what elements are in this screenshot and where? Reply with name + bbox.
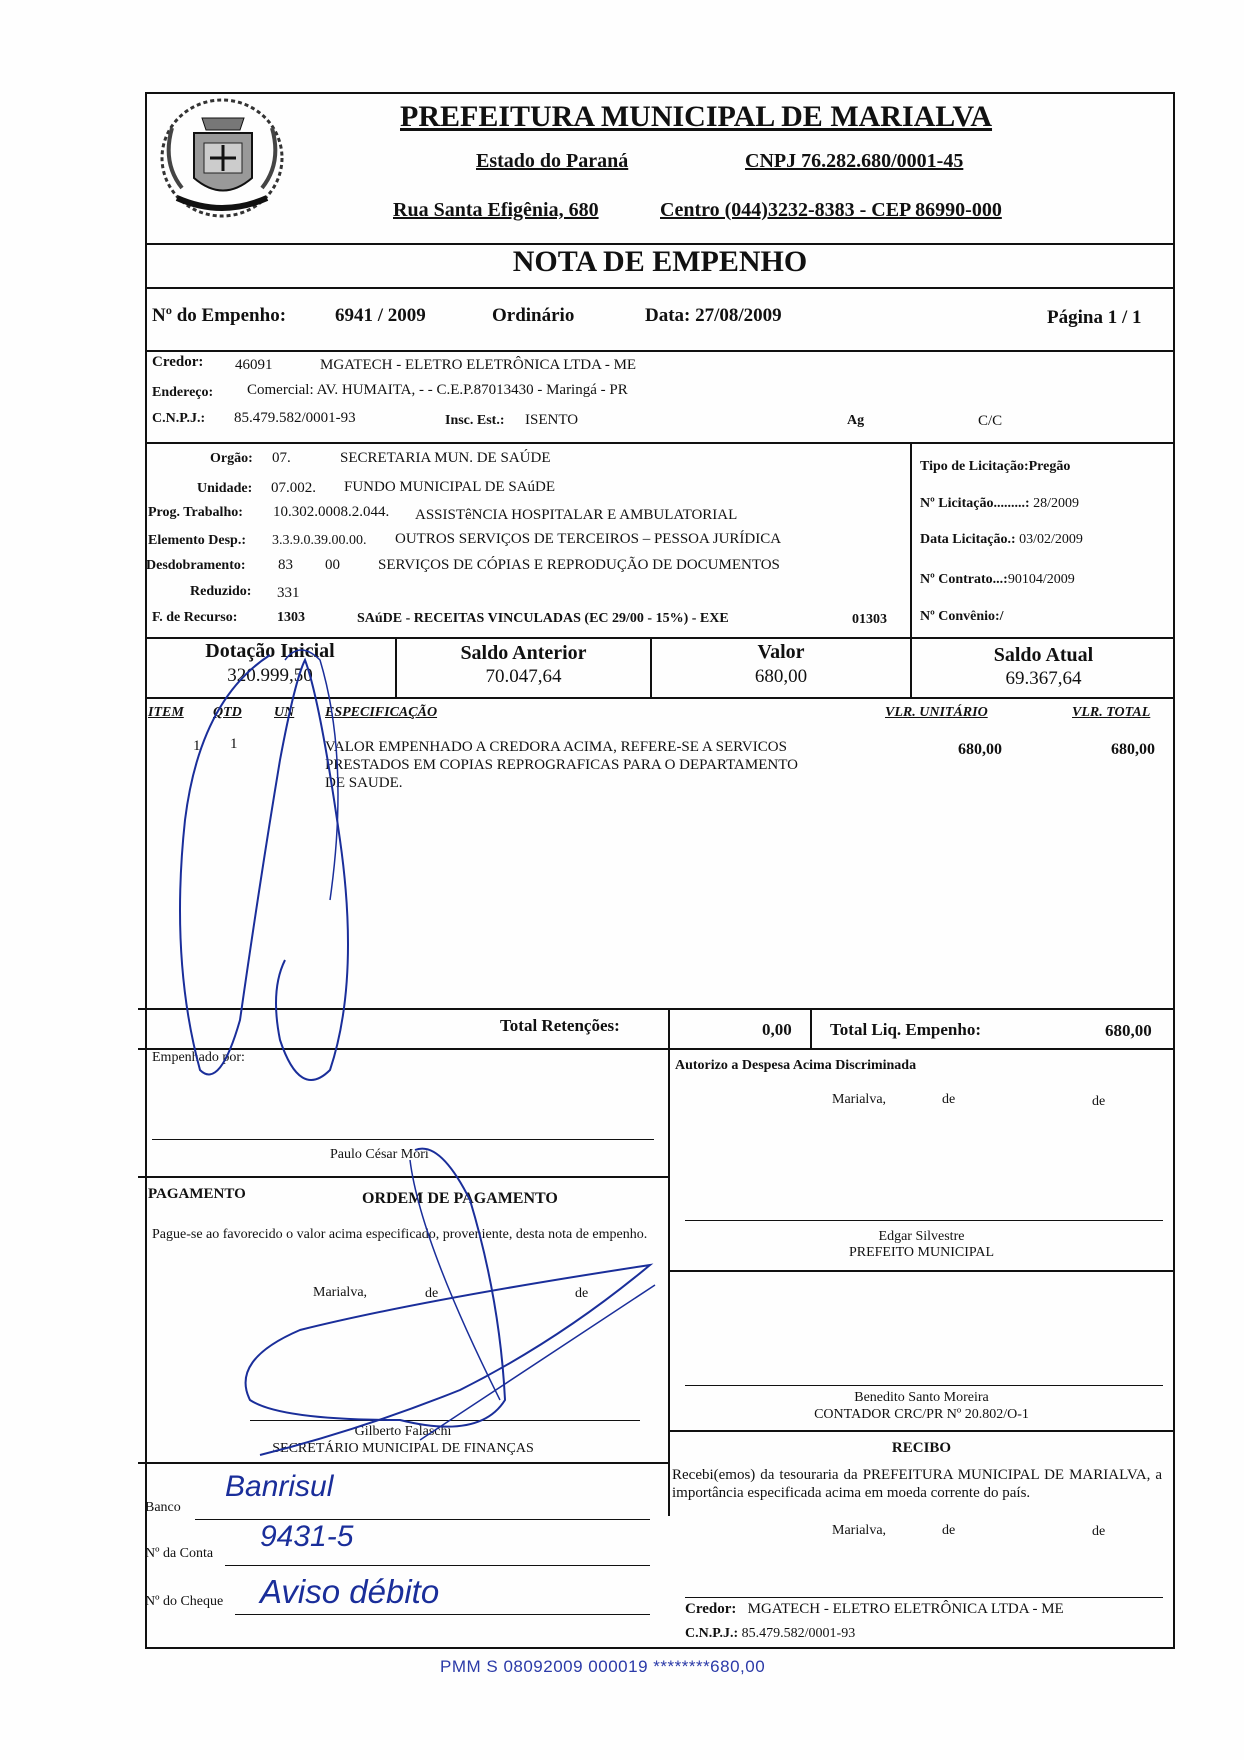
prog-label: Prog. Trabalho:: [148, 505, 243, 520]
autorizo-de-1: de: [942, 1092, 956, 1107]
pagamento-text: Pague-se ao favorecido o valor acima especificado, proveniente, desta nota de empenho.: [152, 1227, 648, 1242]
prefeito-name: Edgar Silvestre: [878, 1229, 965, 1244]
recibo-cnpj-row: C.N.P.J.: 85.479.582/0001-93: [685, 1626, 856, 1641]
saldo-atual-label: Saldo Atual: [993, 644, 1094, 666]
autorizo-text: Autorizo a Despesa Acima Discriminada: [675, 1058, 917, 1073]
col-item: ITEM: [148, 705, 184, 720]
recibo-text: Recebi(emos) da tesouraria da PREFEITURA MUNICIPAL DE MARIALVA, a importância especificada acima em moeda corrente do país.: [672, 1467, 1162, 1501]
conta-handwritten: 9431-5: [260, 1520, 354, 1553]
cc-label: C/C: [978, 413, 1003, 429]
orgao-name: SECRETARIA MUN. DE SAÚDE: [340, 450, 551, 466]
prog-code: 10.302.0008.2.044.: [273, 504, 390, 520]
valor-label: Valor: [757, 641, 805, 663]
saldo-anterior-label: Saldo Anterior: [460, 642, 587, 664]
empenho-date: Data: 27/08/2009: [645, 305, 782, 326]
header-address: Rua Santa Efigênia, 680: [393, 199, 599, 221]
credor-cnpj: 85.479.582/0001-93: [234, 410, 356, 426]
pagamento-city: Marialva,: [313, 1285, 368, 1300]
header-title: PREFEITURA MUNICIPAL DE MARIALVA: [400, 100, 993, 133]
header-district-phone: Centro (044)3232-8383 - CEP 86990-000: [660, 199, 1002, 221]
endereco-label: Endereço:: [152, 385, 214, 400]
recibo-city: Marialva,: [832, 1523, 887, 1538]
recibo-credor-row: Credor: MGATECH - ELETRO ELETRÔNICA LTDA - ME: [685, 1601, 1064, 1617]
credor-code: 46091: [235, 357, 273, 373]
convenio-label: Nº Convênio:/: [920, 609, 1004, 624]
contador-title: CONTADOR CRC/PR Nº 20.802/O-1: [814, 1407, 1029, 1422]
document-title: NOTA DE EMPENHO: [512, 245, 808, 278]
credor-address: Comercial: AV. HUMAITA, - - C.E.P.87013430 - Maringá - PR: [247, 382, 628, 398]
col-vlr-total: VLR. TOTAL: [1072, 705, 1151, 720]
recibo-de-2: de: [1092, 1524, 1106, 1539]
credor-cnpj-label: C.N.P.J.:: [152, 411, 206, 426]
desdobramento-label: Desdobramento:: [146, 558, 246, 573]
banco-label: Banco: [145, 1500, 181, 1515]
header-state: Estado do Paraná: [476, 150, 629, 172]
col-vlr-unitario: VLR. UNITÁRIO: [885, 705, 988, 720]
desdobramento-code: 83: [278, 557, 293, 573]
desdobramento-name: SERVIÇOS DE CÓPIAS E REPRODUÇÃO DE DOCUMENTOS: [378, 557, 780, 573]
cheque-label: Nº do Cheque: [145, 1594, 224, 1609]
liquido-value: 680,00: [1105, 1021, 1152, 1040]
empenho-number-label: Nº do Empenho:: [152, 305, 287, 326]
reduzido-value: 331: [277, 585, 300, 601]
unidade-code: 07.002.: [271, 480, 316, 496]
desdobramento-sub: 00: [325, 557, 340, 573]
retencoes-value: 0,00: [762, 1020, 792, 1039]
pagamento-de-1: de: [425, 1286, 439, 1301]
liquido-label: Total Liq. Empenho:: [830, 1020, 981, 1039]
col-qtd: QTD: [213, 705, 242, 720]
unidade-label: Unidade:: [197, 481, 253, 496]
item-especificacao: VALOR EMPENHADO A CREDORA ACIMA, REFERE-SE A SERVICOS PRESTADOS EM COPIAS REPROGRAFICAS PARA O DEPARTAMENTO DE SAUDE.: [325, 739, 798, 791]
secretario-title: SECRETÁRIO MUNICIPAL DE FINANÇAS: [272, 1441, 534, 1456]
saldo-atual-value: 69.367,64: [1005, 668, 1082, 689]
autorizo-de-2: de: [1092, 1094, 1106, 1109]
recurso-number: 01303: [852, 612, 887, 627]
insc-value: ISENTO: [525, 412, 579, 428]
contador-name: Benedito Santo Moreira: [854, 1390, 989, 1405]
payment-stamp: PMM S 08092009 000019 ********680,00: [440, 1657, 766, 1676]
recurso-name: SAúDE - RECEITAS VINCULADAS (EC 29/00 - 15%) - EXE: [357, 611, 729, 626]
orgao-label: Orgão:: [210, 451, 253, 466]
licitacao-number-row: Nº Licitação.........: 28/2009: [920, 496, 1079, 511]
conta-label: Nº da Conta: [145, 1546, 214, 1561]
prog-name: ASSISTêNCIA HOSPITALAR E AMBULATORIAL: [415, 507, 738, 523]
licitacao-type: Tipo de Licitação:Pregão: [920, 459, 1071, 474]
secretario-name: Gilberto Falaschi: [354, 1424, 452, 1439]
item-vlr-total: 680,00: [1111, 741, 1155, 758]
credor-label: Credor:: [152, 354, 204, 370]
saldo-anterior-value: 70.047,64: [485, 666, 562, 687]
unidade-name: FUNDO MUNICIPAL DE SAúDE: [344, 479, 555, 495]
ordem-pagamento-label: ORDEM DE PAGAMENTO: [362, 1190, 558, 1207]
empenho-type: Ordinário: [492, 305, 575, 326]
item-qtd: 1: [230, 736, 238, 752]
contrato-row: Nº Contrato...:90104/2009: [920, 572, 1075, 587]
pagamento-de-2: de: [575, 1286, 589, 1301]
pagamento-label: PAGAMENTO: [148, 1186, 246, 1202]
recurso-label: F. de Recurso:: [152, 610, 238, 625]
recibo-title: RECIBO: [891, 1440, 952, 1456]
orgao-code: 07.: [272, 450, 291, 466]
elemento-code: 3.3.9.0.39.00.00.: [272, 533, 367, 548]
reduzido-label: Reduzido:: [190, 584, 252, 599]
header-cnpj: CNPJ 76.282.680/0001-45: [745, 150, 964, 172]
insc-label: Insc. Est.:: [445, 413, 505, 428]
col-especificacao: ESPECIFICAÇÃO: [325, 705, 438, 720]
page-number: Página 1 / 1: [1047, 307, 1142, 328]
empenhado-label: Empenhado por:: [152, 1050, 245, 1065]
licitacao-date-row: Data Licitação.: 03/02/2009: [920, 532, 1083, 547]
item-vlr-unitario: 680,00: [958, 741, 1002, 758]
empenho-number: 6941 / 2009: [335, 305, 426, 326]
elemento-name: OUTROS SERVIÇOS DE TERCEIROS – PESSOA JURÍDICA: [395, 531, 782, 547]
elemento-label: Elemento Desp.:: [148, 533, 246, 548]
banco-handwritten: Banrisul: [225, 1470, 334, 1503]
prefeito-title: PREFEITO MUNICIPAL: [848, 1245, 995, 1260]
item-number: 1: [193, 738, 201, 754]
ag-label: Ag: [847, 413, 865, 428]
dotacao-label: Dotação Inicial: [205, 640, 335, 662]
cheque-handwritten: Aviso débito: [260, 1573, 440, 1610]
credor-name: MGATECH - ELETRO ELETRÔNICA LTDA - ME: [320, 357, 637, 373]
empenhado-signer: Paulo César Mori: [330, 1147, 429, 1162]
autorizo-city: Marialva,: [832, 1092, 887, 1107]
valor-value: 680,00: [754, 666, 808, 687]
recurso-code: 1303: [277, 610, 305, 625]
dotacao-value: 320.999,50: [227, 665, 313, 686]
col-un: UN: [274, 705, 295, 720]
recibo-de-1: de: [942, 1523, 956, 1538]
retencoes-label: Total Retenções:: [500, 1016, 620, 1035]
